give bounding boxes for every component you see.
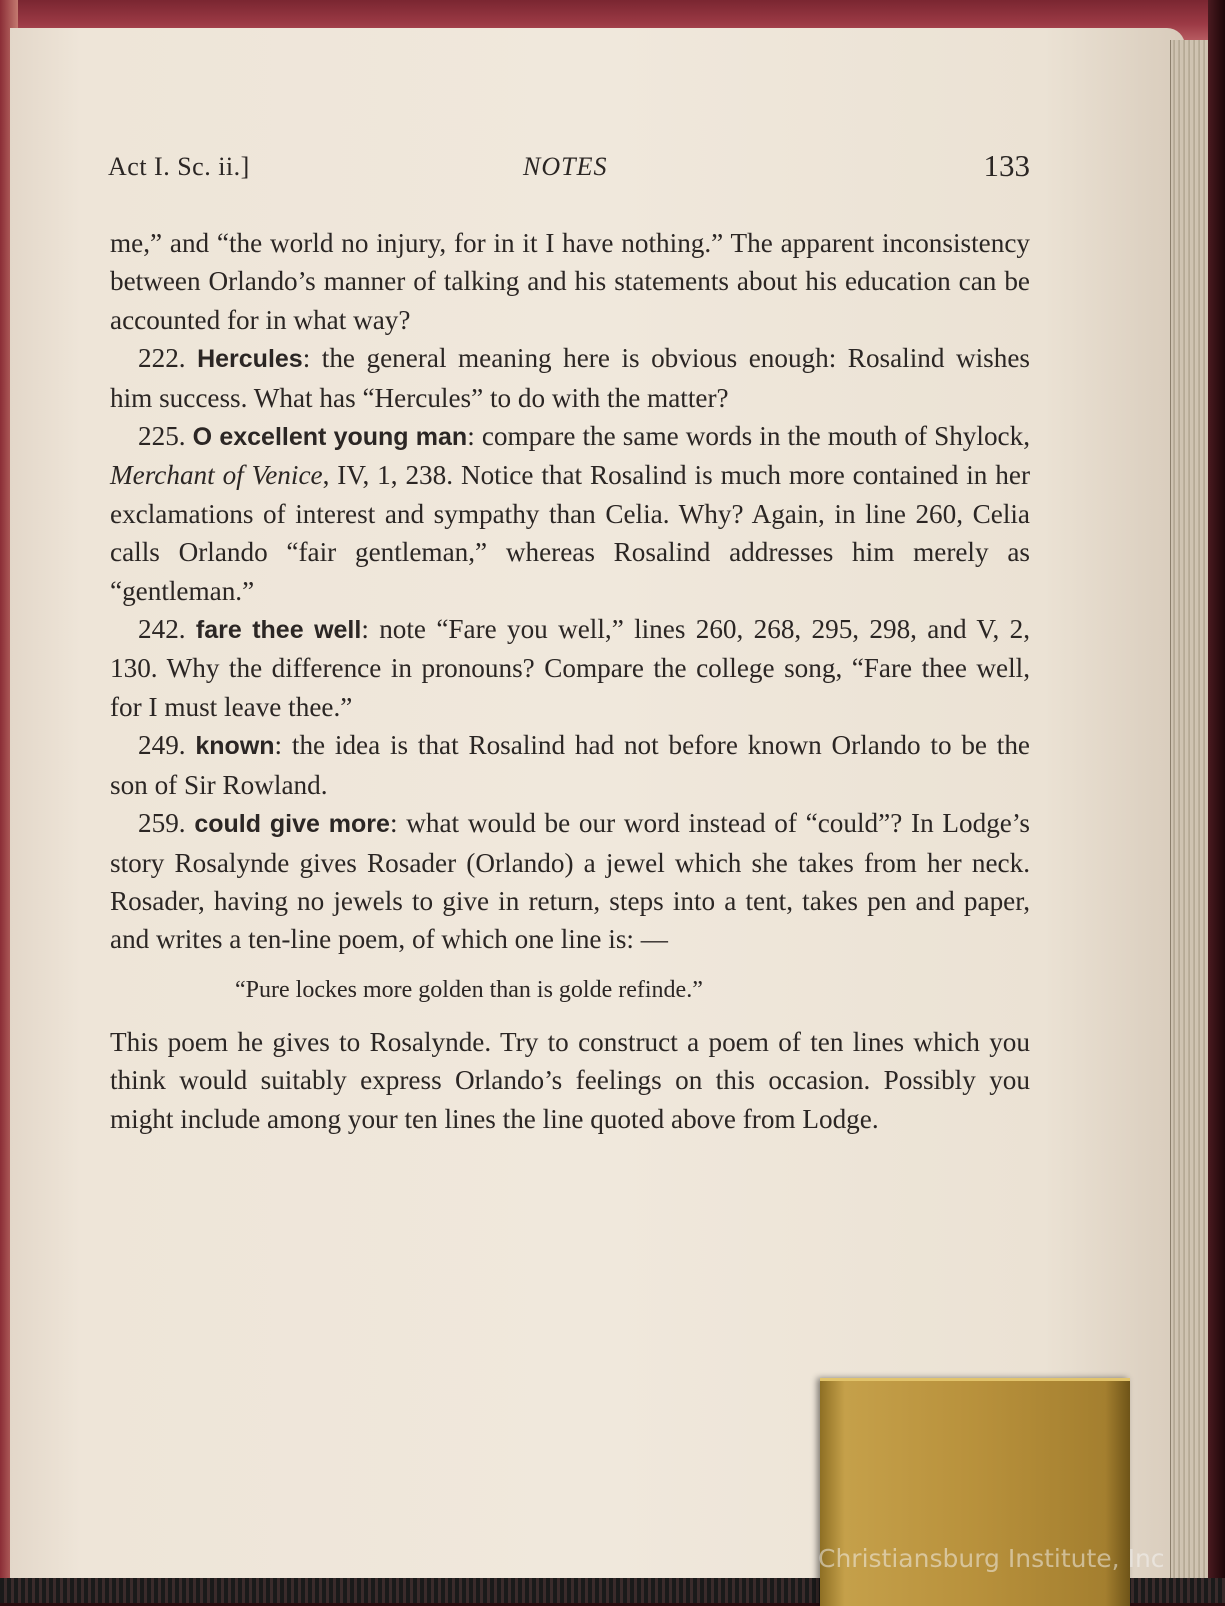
- note-text: : the idea is that Rosalind had not before known Orlando to be the son of Sir Rowland.: [110, 730, 1031, 800]
- note-line-number: 249.: [138, 730, 186, 761]
- note-lemma: could give more: [194, 810, 390, 839]
- page-number: 133: [983, 148, 1030, 183]
- note-line-number: 222.: [138, 343, 186, 374]
- note-lemma: known: [195, 732, 275, 761]
- watermark: Christiansburg Institute, Inc: [818, 1544, 1165, 1573]
- note-lemma: fare thee well: [195, 616, 362, 645]
- work-title: Merchant of Venice: [110, 460, 323, 491]
- note-lemma: O excellent young man: [192, 423, 468, 452]
- note-242: [110, 610, 1030, 726]
- note-line-number: 225.: [138, 421, 186, 452]
- note-249: [110, 726, 1030, 804]
- note-222: [110, 339, 1030, 417]
- note-line-number: 242.: [138, 614, 186, 645]
- page-edges: [1170, 40, 1211, 1600]
- book-cover-right: [1208, 0, 1225, 1603]
- note-259: [110, 804, 1030, 959]
- note-lemma: Hercules: [197, 345, 303, 374]
- note-text: : the general meaning here is obvious enough: Rosalind wishes him success. What has “Hercules” to do with the matter?: [110, 343, 1030, 413]
- note-text: , IV, 1, 238. Notice that Rosalind is much more contained in her exclamations of interest and sympathy than Celia. Why? Again, in line 260, Celia calls Orlando “fair gentleman,” whereas Rosalind addresses him merely as “gentleman.”: [110, 460, 1031, 606]
- note-225: [110, 417, 1030, 610]
- running-head: [108, 148, 1030, 188]
- note-continuation: me,” and “the world no injury, for in it I have nothing.” The apparent inconsistency between Orlando’s manner of talking and his statements about his education can be accounted for in what way?: [110, 228, 1030, 335]
- note-text: : compare the same words in the mouth of Shylock,: [467, 421, 1030, 452]
- closing-paragraph: This poem he gives to Rosalynde. Try to construct a poem of ten lines which you think would suitably express Orlando’s feelings on this occasion. Possibly you might include among your ten lines the line quoted above from Lodge.: [110, 1026, 1030, 1134]
- running-head-section: Act I. Sc. ii.]: [108, 152, 250, 181]
- note-text: : note “Fare you well,” lines 260, 268, 295, 298, and V, 2, 130. Why the difference in pronouns? Compare the college song, “Fare thee well, for I must leave thee.”: [110, 614, 1030, 722]
- note-line-number: 259.: [138, 808, 186, 839]
- notes-body: [110, 224, 1030, 1138]
- running-head-title: NOTES: [523, 152, 608, 181]
- block-quote: “Pure lockes more golden than is golde refinde.”: [235, 976, 703, 1003]
- note-text: : what would be our word instead of “could”? In Lodge’s story Rosalynde gives Rosader (Orlando) a jewel which she takes from her neck. Rosader, having no jewels to give in return, steps into a tent, takes pen and paper, and writes a ten-line poem, of which one line is: —: [110, 808, 1030, 955]
